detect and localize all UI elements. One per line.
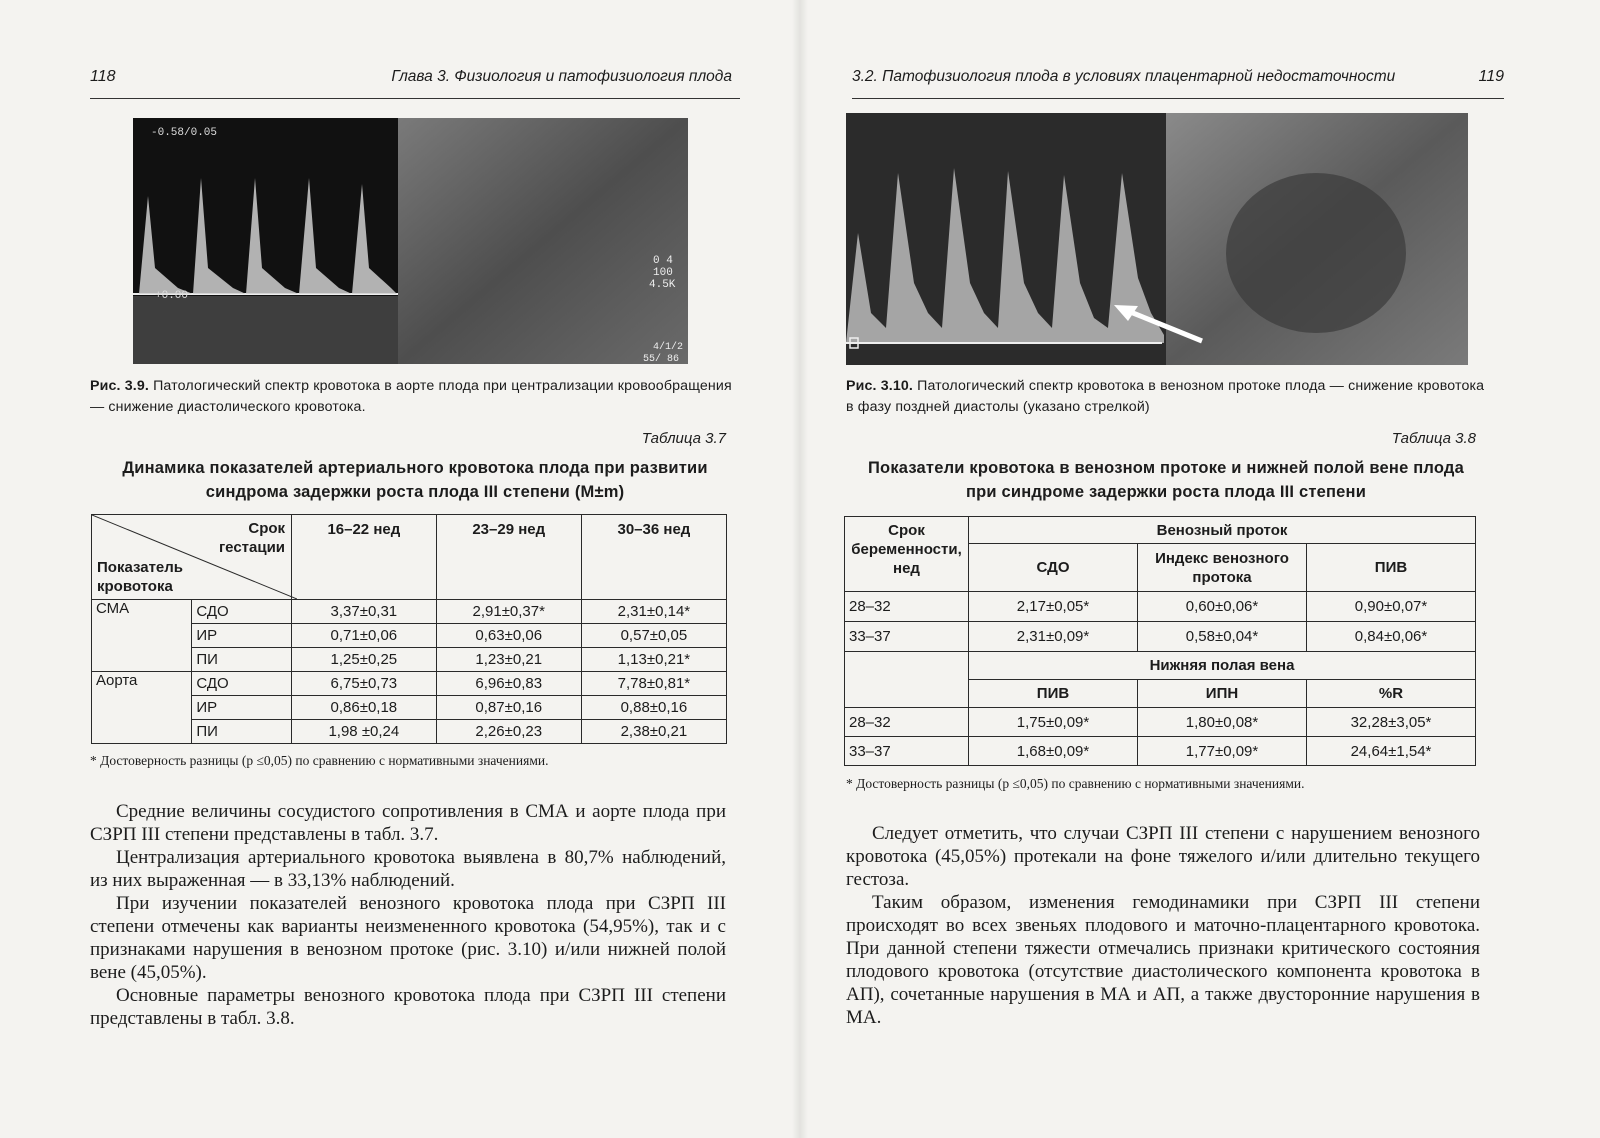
table-cell: 1,77±0,09* — [1138, 737, 1307, 766]
table-cell: 0,58±0,04* — [1138, 622, 1307, 652]
empty-cell — [845, 652, 969, 708]
table-row — [92, 672, 727, 696]
right-page — [846, 0, 1504, 1138]
term-cell: 33–37 — [845, 622, 969, 652]
left-page-header — [90, 62, 740, 99]
column-header: ПИВ — [969, 680, 1138, 708]
row-header: Срок беременности, нед — [845, 517, 969, 592]
table-title-line-1: Динамика показателей артериального кровотока плода при развитии — [122, 459, 708, 477]
term-cell: 33–37 — [845, 737, 969, 766]
table-cell: 0,87±0,16 — [436, 696, 581, 720]
column-header: Индекс венозного протока — [1138, 544, 1307, 592]
overlay-bottom-1: 4/1/2 — [653, 342, 684, 353]
group-header: Нижняя полая вена — [969, 652, 1476, 680]
column-header: 23–29 нед — [436, 515, 581, 600]
table-row — [845, 622, 1476, 652]
paragraph: Основные параметры венозного кровотока плода при СЗРП III степени представлены в табл. 3.8. — [90, 985, 726, 1029]
table-row — [92, 600, 727, 624]
index-name: ИР — [192, 696, 292, 720]
doppler-figure-aorta — [133, 118, 688, 364]
paragraph: Таким образом, изменения гемодинамики при СЗРП III степени происходят во всех звеньях плодового и маточно-плацентарного кровотока. При данной степени тяжести отмечались признаки критического состояния плодового кровотока (отсутствие диастолического компонента кровотока в АП), сочетанные нарушения в МА и АП, а также двусторонние нарушения в МА. — [846, 892, 1480, 1028]
table-title — [846, 456, 1486, 504]
paragraph: При изучении показателей венозного кровотока плода при СЗРП III степени отмечены как варианты неизмененного кровотока (54,95%), так и с признаками нарушения в венозном протоке (рис. 3.10) и/или нижней полой вене (45,05%). — [90, 893, 726, 983]
book-gutter — [792, 0, 808, 1138]
group-header: Венозный проток — [969, 517, 1476, 544]
table-footnote: * Достоверность разницы (р ≤0,05) по сравнению с нормативными значениями. — [90, 753, 549, 768]
overlay-right-1: 0 4 — [653, 255, 673, 267]
overlay-right-2: 100 — [653, 267, 673, 279]
table-cell: 6,75±0,73 — [292, 672, 437, 696]
overlay-right-3: 4.5K — [649, 279, 676, 291]
overlay-baseline: +0.00 — [155, 290, 189, 302]
body-text — [846, 822, 1480, 1029]
table-3-8 — [844, 516, 1476, 766]
table-cell: 1,25±0,25 — [292, 648, 437, 672]
figure-label: Рис. 3.10. — [846, 378, 914, 394]
table-row — [845, 592, 1476, 622]
index-name: СДО — [192, 672, 292, 696]
figure-label: Рис. 3.9. — [90, 378, 149, 394]
left-page — [90, 0, 740, 1138]
table-cell: 0,60±0,06* — [1138, 592, 1307, 622]
corner-top-label: Срок гестации — [218, 520, 286, 556]
paragraph: Централизация артериального кровотока выявлена в 80,7% наблюдений, из них выраженная — в 33,13% наблюдений. — [90, 847, 726, 891]
table-cell: 1,80±0,08* — [1138, 708, 1307, 737]
table-title-line-1: Показатели кровотока в венозном протоке и нижней полой вене плода — [867, 459, 1464, 477]
right-page-header — [852, 62, 1504, 99]
index-name: СДО — [192, 600, 292, 624]
table-cell: 2,31±0,09* — [969, 622, 1138, 652]
overlay-bottom-2: 55/ 86 — [643, 354, 680, 364]
table-cell: 2,31±0,14* — [581, 600, 726, 624]
corner-cell — [92, 515, 292, 600]
page-number: 118 — [90, 68, 116, 85]
table-cell: 24,64±1,54* — [1307, 737, 1476, 766]
column-header: СДО — [969, 544, 1138, 592]
figure-caption — [90, 376, 740, 418]
table-title-line-2: синдрома задержки роста плода III степени (M±m) — [205, 483, 625, 501]
doppler-figure-ductus-venosus — [846, 113, 1468, 365]
table-cell: 0,71±0,06 — [292, 624, 437, 648]
table-3-7 — [91, 514, 727, 744]
table-cell: 1,68±0,09* — [969, 737, 1138, 766]
table-cell: 32,28±3,05* — [1307, 708, 1476, 737]
table-cell: 2,26±0,23 — [436, 720, 581, 744]
column-header: 16–22 нед — [292, 515, 437, 600]
page-number: 119 — [1478, 68, 1504, 85]
table-cell: 1,98 ±0,24 — [292, 720, 437, 744]
paragraph: Следует отметить, что случаи СЗРП III степени с нарушением венозного кровотока (45,05%) протекали на фоне тяжелого и/или длительно текущего гестоза. — [846, 823, 1480, 890]
table-cell: 2,38±0,21 — [581, 720, 726, 744]
overlay-velocity: -0.58/0.05 — [151, 127, 218, 139]
table-cell: 6,96±0,83 — [436, 672, 581, 696]
running-head: Глава 3. Физиология и патофизиология плода — [391, 68, 732, 85]
index-name: ИР — [192, 624, 292, 648]
table-title — [90, 456, 740, 504]
body-text — [90, 800, 726, 1030]
table-cell: 1,13±0,21* — [581, 648, 726, 672]
doppler-image — [133, 118, 688, 364]
table-cell: 2,17±0,05* — [969, 592, 1138, 622]
term-cell: 28–32 — [845, 592, 969, 622]
table-cell: 1,75±0,09* — [969, 708, 1138, 737]
group-name: СМА — [92, 600, 192, 672]
table-footnote: * Достоверность разницы (р ≤0,05) по сравнению с нормативными значениями. — [846, 776, 1305, 791]
table-cell: 0,86±0,18 — [292, 696, 437, 720]
table-label: Таблица 3.7 — [641, 430, 726, 447]
term-cell: 28–32 — [845, 708, 969, 737]
table-cell: 2,91±0,37* — [436, 600, 581, 624]
index-name: ПИ — [192, 720, 292, 744]
index-name: ПИ — [192, 648, 292, 672]
running-head: 3.2. Патофизиология плода в условиях плацентарной недостаточности — [852, 68, 1396, 85]
table-cell: 0,57±0,05 — [581, 624, 726, 648]
table-cell: 0,88±0,16 — [581, 696, 726, 720]
table-cell: 7,78±0,81* — [581, 672, 726, 696]
paragraph: Средние величины сосудистого сопротивления в СМА и аорте плода при СЗРП III степени представлены в табл. 3.7. — [90, 801, 726, 845]
table-cell: 0,84±0,06* — [1307, 622, 1476, 652]
table-title-line-2: при синдроме задержки роста плода III степени — [965, 483, 1367, 501]
column-header: 30–36 нед — [581, 515, 726, 600]
table-cell: 3,37±0,31 — [292, 600, 437, 624]
figure-caption-text: Патологический спектр кровотока в аорте плода при централизации кровообращения — снижение диастолического кровотока. — [90, 378, 732, 415]
column-header: ИПН — [1138, 680, 1307, 708]
corner-bottom-label: Показатель кровотока — [97, 559, 184, 595]
group-name: Аорта — [92, 672, 192, 744]
table-label: Таблица 3.8 — [1391, 430, 1476, 447]
table-row — [845, 737, 1476, 766]
figure-caption-text: Патологический спектр кровотока в венозном протоке плода — снижение кровотока в фазу поздней диастолы (указано стрелкой) — [846, 378, 1485, 415]
table-cell: 0,90±0,07* — [1307, 592, 1476, 622]
doppler-image — [846, 113, 1468, 365]
table-row — [845, 708, 1476, 737]
column-header: ПИВ — [1307, 544, 1476, 592]
table-cell: 1,23±0,21 — [436, 648, 581, 672]
table-cell: 0,63±0,06 — [436, 624, 581, 648]
column-header: %R — [1307, 680, 1476, 708]
figure-caption — [846, 376, 1486, 418]
